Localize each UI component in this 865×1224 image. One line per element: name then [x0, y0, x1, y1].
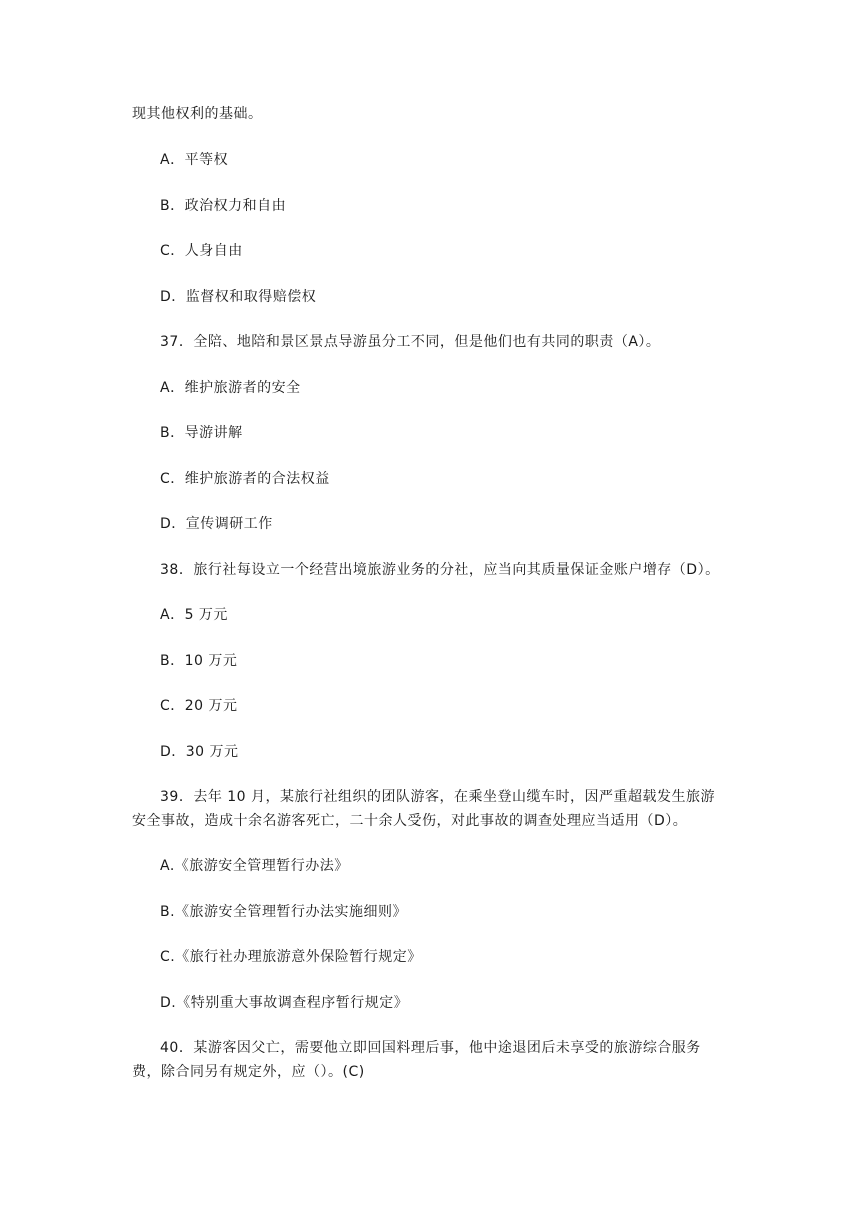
question-40-line-1: 40．某游客因父亡，需要他立即回国料理后事，他中途退团后未享受的旅游综合服务 — [160, 1040, 701, 1056]
q38-option-d: D．30 万元 — [160, 744, 239, 760]
q36-option-a: A．平等权 — [160, 152, 229, 168]
q38-option-b: B．10 万元 — [160, 653, 238, 669]
question-37: 37．全陪、地陪和景区景点导游虽分工不同，但是他们也有共同的职责（A）。 — [160, 334, 661, 350]
question-39-line-2: 安全事故，造成十余名游客死亡，二十余人受伤，对此事故的调查处理应当适用（D）。 — [132, 813, 688, 829]
q36-option-c: C．人身自由 — [160, 243, 243, 259]
q37-option-d: D．宣传调研工作 — [160, 516, 273, 532]
question-38: 38．旅行社每设立一个经营出境旅游业务的分社，应当向其质量保证金账户增存（D）。 — [160, 562, 720, 578]
q37-option-b: B．导游讲解 — [160, 425, 243, 441]
continuation-text: 现其他权利的基础。 — [132, 106, 263, 122]
q36-option-d: D．监督权和取得赔偿权 — [160, 289, 317, 305]
q39-option-a: A.《旅游安全管理暂行办法》 — [160, 858, 349, 874]
q37-option-c: C．维护旅游者的合法权益 — [160, 471, 330, 487]
q38-option-c: C．20 万元 — [160, 698, 238, 714]
q38-option-a: A．5 万元 — [160, 607, 228, 623]
q37-option-a: A．维护旅游者的安全 — [160, 380, 301, 396]
q39-option-b: B.《旅游安全管理暂行办法实施细则》 — [160, 904, 408, 920]
q39-option-d: D.《特别重大事故调查程序暂行规定》 — [160, 995, 409, 1011]
q39-option-c: C.《旅行社办理旅游意外保险暂行规定》 — [160, 949, 422, 965]
q36-option-b: B．政治权力和自由 — [160, 198, 287, 214]
question-39-line-1: 39．去年 10 月，某旅行社组织的团队游客，在乘坐登山缆车时，因严重超载发生旅游 — [160, 789, 716, 805]
question-40-line-2: 费，除合同另有规定外，应（）。(C) — [132, 1064, 365, 1080]
